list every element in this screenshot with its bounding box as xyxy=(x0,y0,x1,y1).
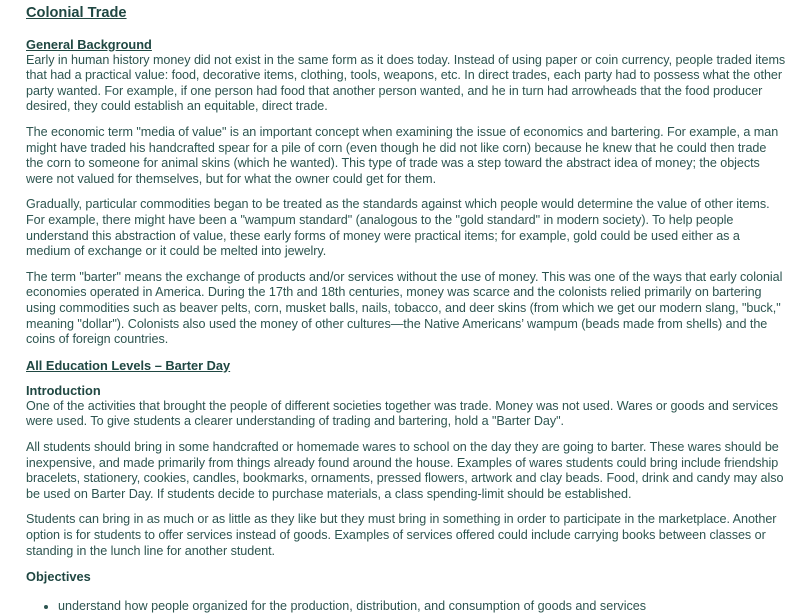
objective-item: • understand how people organized for the production, distribution, and consumption of goods and services xyxy=(58,599,786,614)
objectives-heading: Objectives xyxy=(26,569,91,585)
introduction-heading: Introduction xyxy=(26,383,101,399)
background-paragraph-4: The term "barter" means the exchange of products and/or services without the use of money. This was one of the ways that early colonial economies operated in America. During the 17th and 18th centuries, money was scarce and the colonists relied primarily on bartering using commodities such as beaver pelts, corn, musket balls, nails, tobacco, and deer skins (from which we get our modern slang, "buck," meaning "dollar"). Colonists also used the money of other cultures—the Native Americans’ wampum (beads made from shells) and the coins of foreign countries. xyxy=(26,269,783,347)
objectives-list xyxy=(26,599,786,614)
general-background-section xyxy=(26,37,786,348)
background-paragraph-2: The economic term "media of value" is an important concept when examining the issue of economics and bartering. For example, a man might have traded his handcrafted spear for a pile of corn (even though he did not like corn) because he knew that he could then trade the corn to someone for animal skins (which he wanted). This type of trade was a step toward the abstract idea of money; the objects were not valued for themselves, but for what the owner could get for them. xyxy=(26,124,779,186)
introduction-paragraph-3: Students can bring in as much or as little as they like but they must bring in something in order to participate in the marketplace. Another option is for students to offer services instead of goods. Examples of services offered could include carrying books between classes or standing in the lunch line for another student. xyxy=(26,512,777,558)
introduction-paragraph-2: All students should bring in some handcrafted or homemade wares to school on the day they are going to barter. These wares should be inexpensive, and made primarily from things already found around the house. Examples of wares students could bring include friendship bracelets, stationery, cookies, candles, bookmarks, ornaments, pressed flowers, artwork and clay beads. Food, drink and candy may also be used on Barter Day. If students decide to purchase materials, a class spending-limit should be established. xyxy=(26,440,784,501)
document-page xyxy=(26,4,786,614)
barter-day-heading: All Education Levels – Barter Day xyxy=(26,357,231,373)
page-title: Colonial Trade xyxy=(26,5,127,21)
barter-day-section xyxy=(26,358,786,614)
introduction-paragraph-1: One of the activities that brought the people of different societies together was trade. Money was not used. Wares or goods and services were used. To give students a clearer understanding of trading and bartering, hold a "Barter Day". xyxy=(26,398,779,429)
general-background-heading: General Background xyxy=(26,37,152,52)
background-paragraph-1: Early in human history money did not exist in the same form as it does today. Instead of using paper or coin currency, people traded items that had a practical value: food, decorative items, clothing, tools, weapons, etc. In direct trades, each party had to possess what the other party wanted. For example, if one person had food that another person wanted, and he in turn had arrowheads that the food producer desired, they could establish an equitable, direct trade. xyxy=(26,52,786,114)
background-paragraph-3: Gradually, particular commodities began to be treated as the standards against which people would determine the value of other items. For example, there might have been a "wampum standard" (analogous to the "gold standard" in modern society). To help people understand this abstraction of value, these early forms of money were practical items; for example, gold could be used either as a medium of exchange or it could be melted into jewelry. xyxy=(26,197,770,259)
